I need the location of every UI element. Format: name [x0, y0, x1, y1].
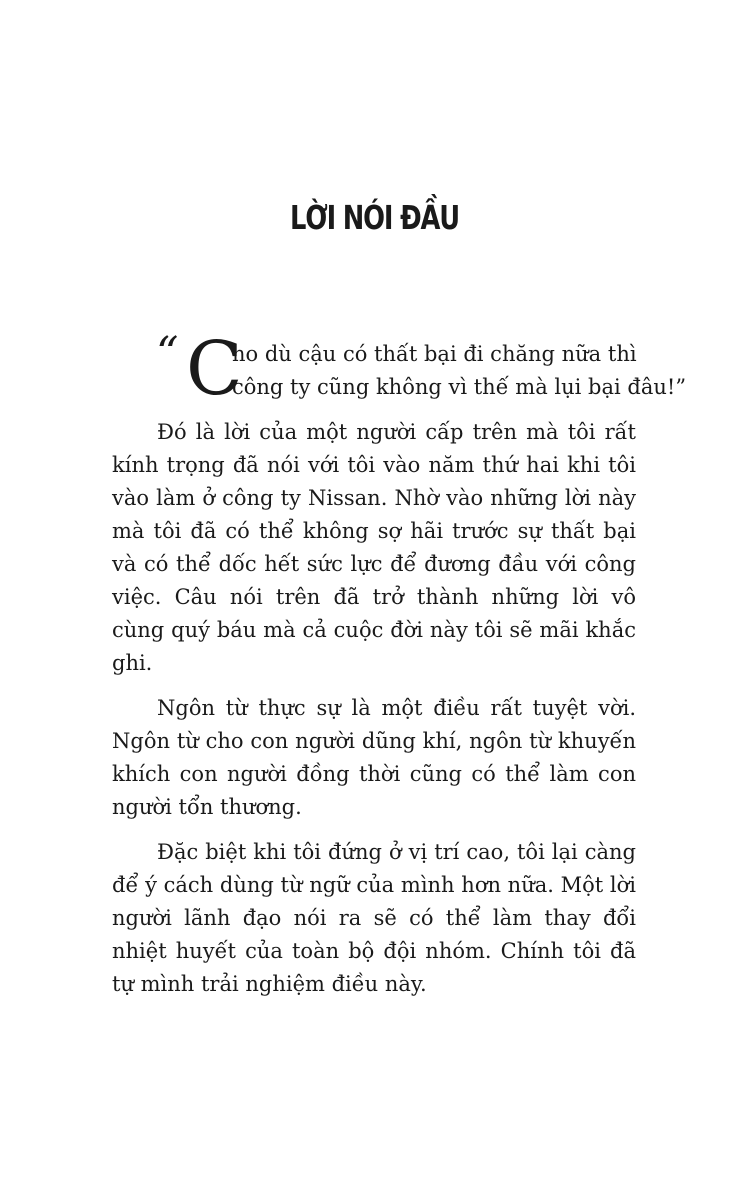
quote-line-2: công ty cũng không vì thế mà lụi bại đâu!” [232, 375, 687, 399]
quotation-mark-icon: “ [156, 328, 179, 379]
paragraph-2: Ngôn từ thực sự là một điều rất tuyệt vời. Ngôn từ cho con người dũng khí, ngôn từ khuyến khích con người đồng thời cũng có thể làm con người tổn thương. [112, 696, 636, 819]
paragraph-3: Đặc biệt khi tôi đứng ở vị trí cao, tôi lại càng để ý cách dùng từ ngữ của mình hơn nữa. Một lời người lãnh đạo nói ra sẽ có thể làm thay đổi nhiệt huyết của toàn bộ đội nhóm. Chính tôi đã tự mình trải nghiệm điều này. [112, 840, 636, 996]
opening-quote [112, 326, 687, 412]
quote-line-1: ho dù cậu có thất bại đi chăng nữa thì [232, 342, 637, 366]
drop-cap-letter: C [186, 326, 243, 412]
body-text [112, 326, 687, 1013]
paragraph-1: Đó là lời của một người cấp trên mà tôi rất kính trọng đã nói với tôi vào năm thứ hai khi tôi vào làm ở công ty Nissan. Nhờ vào những lời này mà tôi đã có thể không sợ hãi trước sự thất bại và có thể dốc hết sức lực để đương đầu với công việc. Câu nói trên đã trở thành những lời vô cùng quý báu mà cả cuộc đời này tôi sẽ mãi khắc ghi. [112, 420, 636, 675]
chapter-heading: LỜI NÓI ĐẦU [290, 198, 459, 237]
